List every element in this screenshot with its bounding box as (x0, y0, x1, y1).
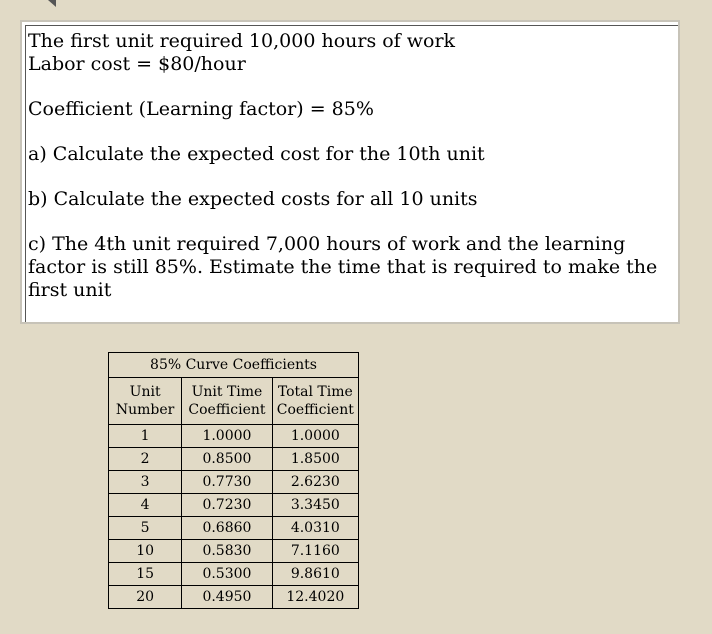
total-time-cell: 3.3450 (272, 494, 358, 517)
unit-time-cell: 0.7730 (182, 471, 272, 494)
question-part-c: c) The 4th unit required 7,000 hours of work and the learning factor is still 85%. Estimate the time that is required to make the first unit (28, 233, 658, 301)
total-time-cell: 7.1160 (272, 540, 358, 563)
table-row (109, 563, 359, 586)
total-time-cell: 1.8500 (272, 448, 358, 471)
question-part-a: a) Calculate the expected cost for the 10th unit (28, 143, 485, 165)
unit-time-cell: 0.8500 (182, 448, 272, 471)
unit-number-cell: 20 (109, 586, 182, 609)
unit-time-cell: 0.5830 (182, 540, 272, 563)
unit-number-cell: 4 (109, 494, 182, 517)
total-time-cell: 1.0000 (272, 425, 358, 448)
question-line-2: Labor cost = $80/hour (28, 53, 246, 75)
total-time-cell: 9.8610 (272, 563, 358, 586)
unit-time-cell: 0.5300 (182, 563, 272, 586)
question-text (25, 25, 678, 322)
header-unit-time-coefficient: Unit Time Coefficient (182, 378, 272, 425)
table-row (109, 517, 359, 540)
question-panel (20, 20, 680, 324)
table-row (109, 471, 359, 494)
table-row (109, 448, 359, 471)
table-title: 85% Curve Coefficients (109, 353, 359, 378)
total-time-cell: 2.6230 (272, 471, 358, 494)
coefficients-table (108, 352, 359, 609)
unit-time-cell: 0.6860 (182, 517, 272, 540)
table-row (109, 586, 359, 609)
total-time-cell: 4.0310 (272, 517, 358, 540)
unit-time-cell: 0.7230 (182, 494, 272, 517)
table-row (109, 494, 359, 517)
question-line-3: Coefficient (Learning factor) = 85% (28, 98, 374, 120)
unit-number-cell: 10 (109, 540, 182, 563)
unit-time-cell: 0.4950 (182, 586, 272, 609)
table-row (109, 540, 359, 563)
unit-number-cell: 1 (109, 425, 182, 448)
unit-number-cell: 5 (109, 517, 182, 540)
header-total-time-coefficient: Total Time Coefficient (272, 378, 358, 425)
header-unit-number: Unit Number (109, 378, 182, 425)
question-part-b: b) Calculate the expected costs for all 10 units (28, 188, 478, 210)
corner-mark (48, 0, 56, 7)
unit-number-cell: 3 (109, 471, 182, 494)
table-row (109, 425, 359, 448)
unit-number-cell: 2 (109, 448, 182, 471)
unit-number-cell: 15 (109, 563, 182, 586)
unit-time-cell: 1.0000 (182, 425, 272, 448)
question-line-1: The first unit required 10,000 hours of work (28, 30, 456, 52)
total-time-cell: 12.4020 (272, 586, 358, 609)
